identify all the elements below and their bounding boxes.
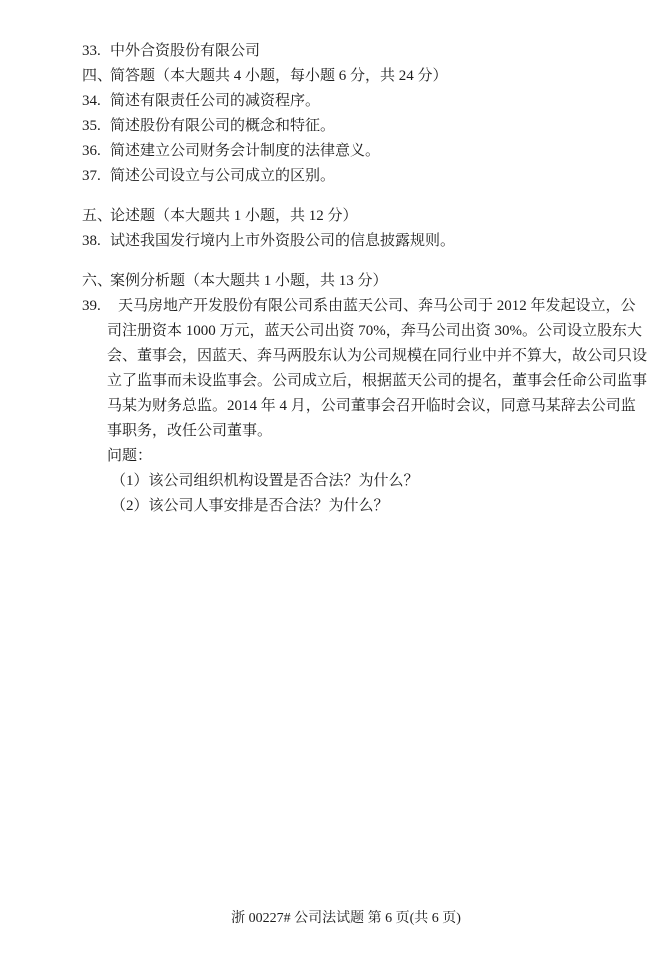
question-number: 36. bbox=[82, 143, 101, 159]
sub-question-1: （1）该公司组织机构设置是否合法？为什么？ bbox=[111, 473, 419, 489]
section-header-6 bbox=[0, 269, 670, 294]
question-row-36 bbox=[0, 139, 670, 164]
section-number: 五、 bbox=[82, 208, 113, 224]
question-row-38 bbox=[0, 229, 670, 254]
section-number: 四、 bbox=[82, 68, 113, 84]
question-text: 简述公司设立与公司成立的区别。 bbox=[110, 168, 336, 184]
question-number: 34. bbox=[82, 93, 101, 109]
question-row-33 bbox=[0, 39, 670, 64]
question-number: 38. bbox=[82, 233, 101, 249]
case-text-line: 事职务，改任公司董事。 bbox=[107, 423, 273, 439]
section-number: 六、 bbox=[82, 273, 113, 289]
question-number: 35. bbox=[82, 118, 101, 134]
sub-question-2: （2）该公司人事安排是否合法？为什么？ bbox=[111, 498, 389, 514]
case-text-line: 天马房地产开发股份有限公司系由蓝天公司、奔马公司于 2012 年发起设立，公 bbox=[118, 298, 636, 314]
case-text-line: 会、董事会，因蓝天、奔马两股东认为公司规模在同行业中并不算大，故公司只设 bbox=[107, 348, 648, 364]
case-question-39 bbox=[82, 294, 670, 444]
section-title: 案例分析题（本大题共 1 小题，共 13 分） bbox=[110, 273, 388, 289]
case-prompt: 问题： bbox=[107, 448, 153, 464]
section-title: 简答题（本大题共 4 小题，每小题 6 分，共 24 分） bbox=[110, 68, 448, 84]
question-number: 39. bbox=[82, 298, 101, 314]
question-row-35 bbox=[0, 114, 670, 139]
section-header-5 bbox=[0, 204, 670, 229]
question-text: 简述有限责任公司的减资程序。 bbox=[110, 93, 321, 109]
case-text-line: 马某为财务总监。2014 年 4 月，公司董事会召开临时会议，同意马某辞去公司监 bbox=[107, 398, 636, 414]
case-text-line: 司注册资本 1000 万元，蓝天公司出资 70%，奔马公司出资 30%。公司设立股东大 bbox=[107, 323, 642, 339]
question-row-34 bbox=[0, 89, 670, 114]
case-text-line: 立了监事而未设监事会。公司成立后，根据蓝天公司的提名，董事会任命公司监事 bbox=[107, 373, 648, 389]
question-text: 试述我国发行境内上市外资股公司的信息披露规则。 bbox=[110, 233, 456, 249]
question-text: 简述股份有限公司的概念和特征。 bbox=[110, 118, 336, 134]
question-row-37 bbox=[0, 164, 670, 189]
page-footer: 浙 00227# 公司法试题 第 6 页(共 6 页) bbox=[231, 911, 461, 926]
section-header-4 bbox=[0, 64, 670, 89]
section-title: 论述题（本大题共 1 小题，共 12 分） bbox=[110, 208, 358, 224]
question-text: 简述建立公司财务会计制度的法律意义。 bbox=[110, 143, 381, 159]
question-number: 33. bbox=[82, 43, 101, 59]
question-text: 中外合资股份有限公司 bbox=[110, 43, 261, 59]
question-number: 37. bbox=[82, 168, 101, 184]
